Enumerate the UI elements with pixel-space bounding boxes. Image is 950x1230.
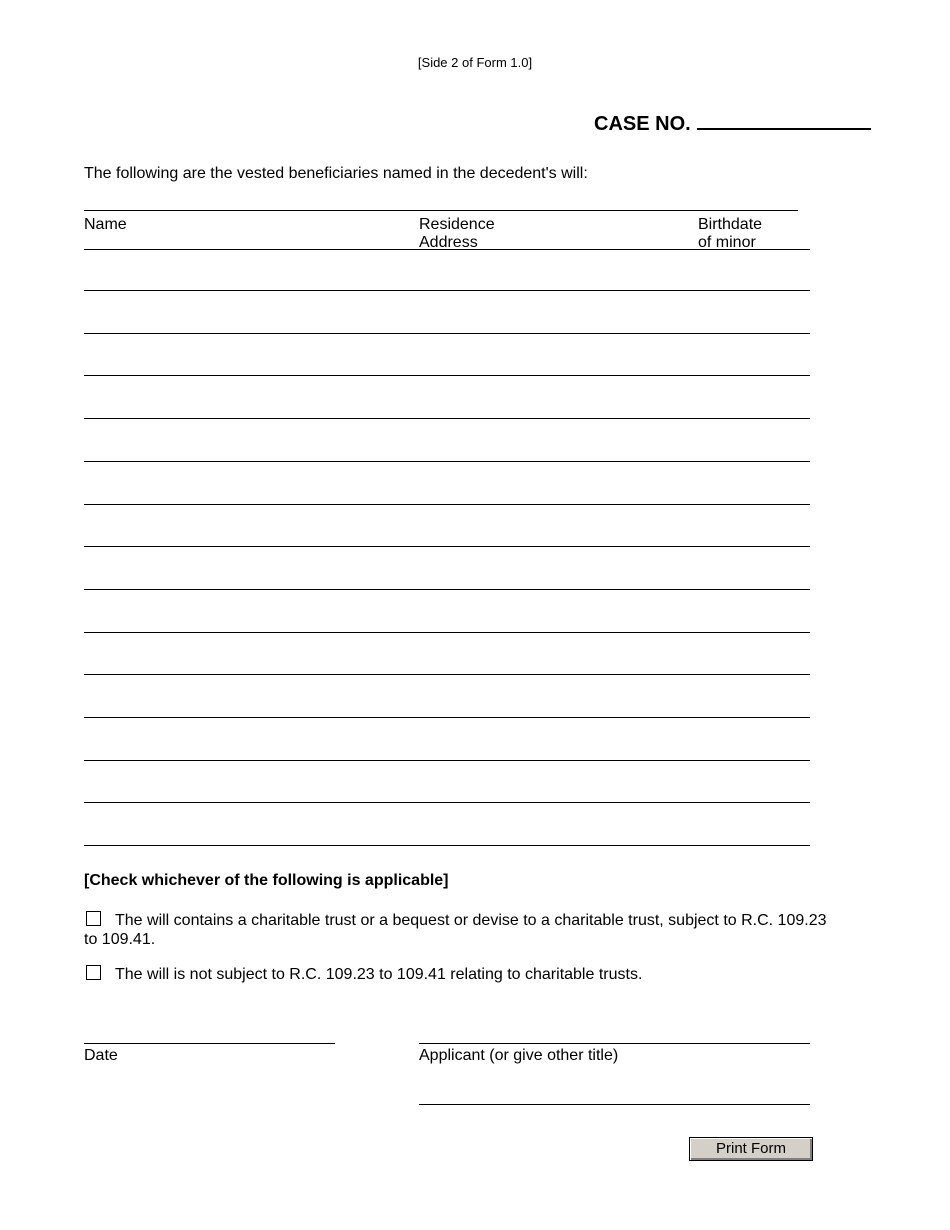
- column-header-birthdate-line2: of minor: [698, 234, 756, 251]
- beneficiary-row-line[interactable]: [84, 589, 810, 590]
- beneficiary-row-line[interactable]: [84, 632, 810, 633]
- check-option-not-subject-text: The will is not subject to R.C. 109.23 to 109.41 relating to charitable trusts.: [115, 966, 643, 983]
- applicant-signature-line[interactable]: [419, 1043, 810, 1044]
- table-top-rule: [84, 210, 798, 211]
- form-side-label: [Side 2 of Form 1.0]: [417, 55, 533, 70]
- date-label: Date: [84, 1047, 118, 1064]
- beneficiary-row-line[interactable]: [84, 674, 810, 675]
- column-header-name: [84, 216, 127, 234]
- beneficiary-row-line[interactable]: [84, 418, 810, 419]
- print-form-button[interactable]: Print Form: [689, 1137, 813, 1161]
- column-header-address: [419, 216, 619, 252]
- case-number-field: [594, 110, 871, 136]
- table-header-rule: [84, 249, 810, 250]
- column-header-name-line1: Name: [84, 216, 127, 233]
- beneficiary-row-line[interactable]: [84, 461, 810, 462]
- beneficiary-row-line[interactable]: [84, 504, 810, 505]
- case-number-label: CASE NO.: [594, 113, 691, 135]
- checkbox-charitable-trust[interactable]: [86, 911, 101, 926]
- second-signature-line[interactable]: [419, 1104, 810, 1105]
- beneficiary-row-line[interactable]: [84, 845, 810, 846]
- date-signature-line[interactable]: [84, 1043, 335, 1044]
- column-header-address-line2: Address: [419, 234, 478, 251]
- applicant-label: Applicant (or give other title): [419, 1047, 619, 1064]
- column-header-address-line1: Residence: [419, 216, 495, 233]
- intro-text: The following are the vested beneficiaries named in the decedent's will:: [84, 165, 588, 182]
- checkbox-not-subject[interactable]: [86, 965, 101, 980]
- check-option-charitable-trust: [84, 911, 834, 949]
- beneficiary-row-line[interactable]: [84, 375, 810, 376]
- check-option-charitable-trust-text: The will contains a charitable trust or a bequest or devise to a charitable trust, subject to R.C. 109.23 to 109.41.: [84, 912, 827, 948]
- beneficiary-row-line[interactable]: [84, 760, 810, 761]
- column-header-birthdate: [698, 216, 808, 252]
- check-option-not-subject: [84, 965, 834, 984]
- beneficiary-row-line[interactable]: [84, 546, 810, 547]
- beneficiary-row-line[interactable]: [84, 290, 810, 291]
- case-number-input-line[interactable]: [697, 110, 871, 130]
- beneficiary-row-line[interactable]: [84, 333, 810, 334]
- column-header-birthdate-line1: Birthdate: [698, 216, 763, 233]
- beneficiary-row-line[interactable]: [84, 717, 810, 718]
- beneficiary-row-line[interactable]: [84, 802, 810, 803]
- check-heading: [Check whichever of the following is applicable]: [84, 872, 449, 889]
